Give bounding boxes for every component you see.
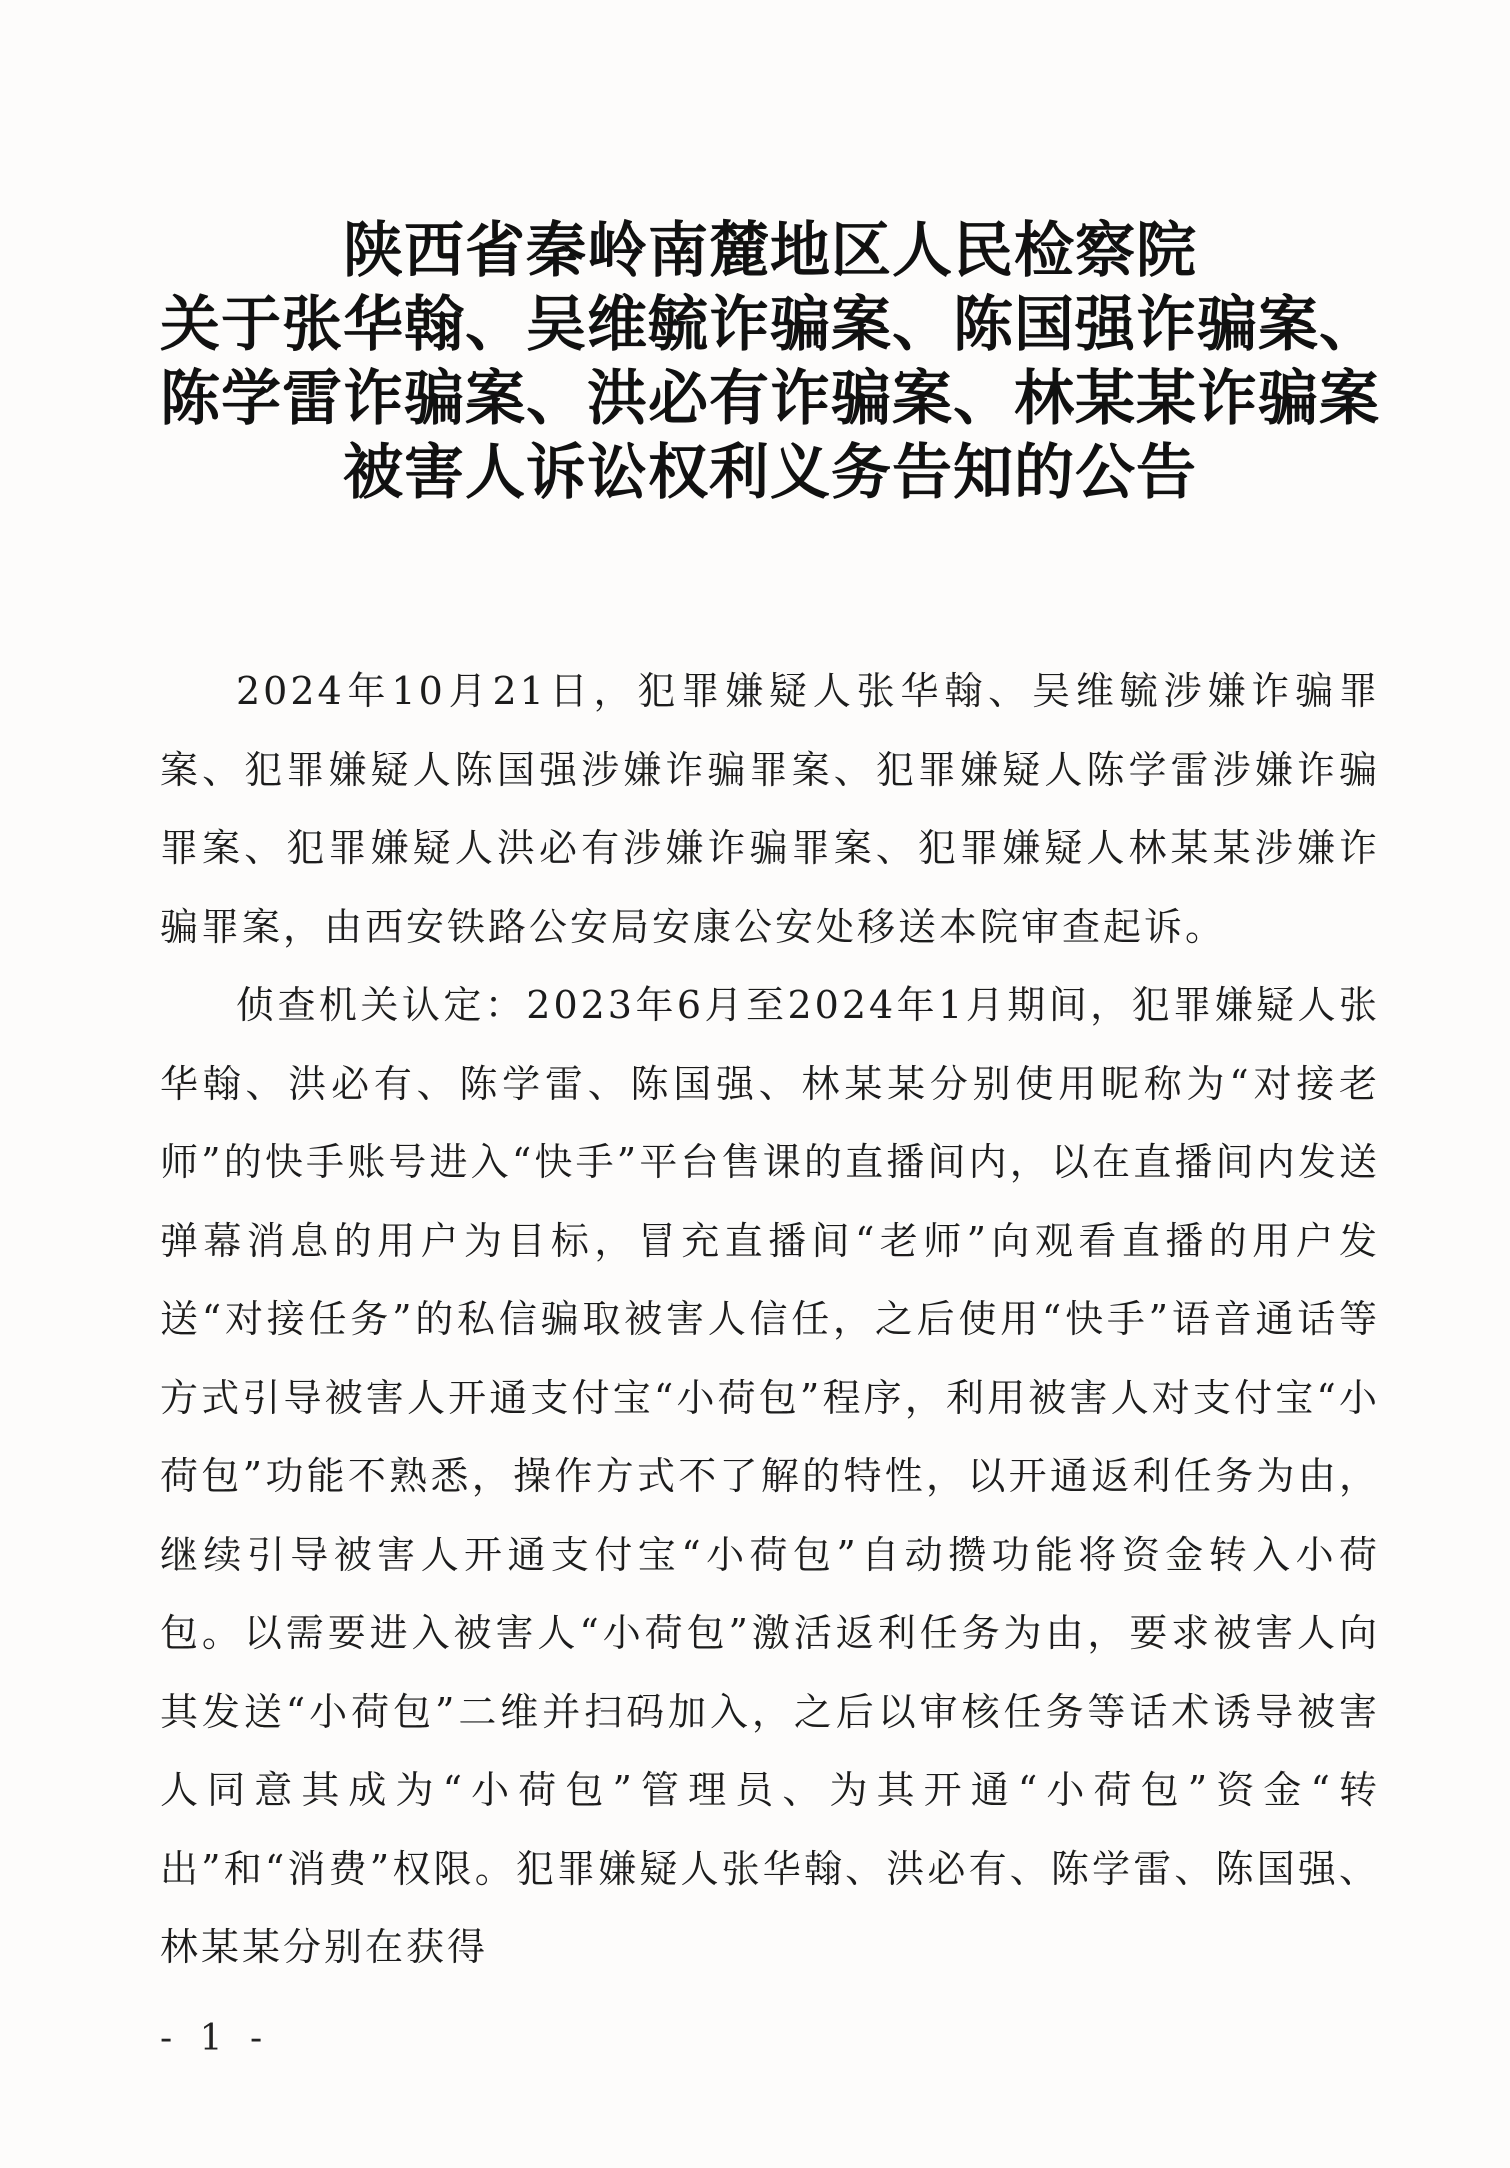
paragraph-1: 2024年10月21日，犯罪嫌疑人张华翰、吴维毓涉嫌诈骗罪案、犯罪嫌疑人陈国强涉嫌诈骗罪案、犯罪嫌疑人陈学雷涉嫌诈骗罪案、犯罪嫌疑人洪必有涉嫌诈骗罪案、犯罪嫌疑人林某某涉嫌诈骗罪案，由西安铁路公安局安康公安处移送本院审查起诉。 [160,669,1380,949]
document-body [160,652,1380,1987]
paragraph-2: 侦查机关认定：2023年6月至2024年1月期间，犯罪嫌疑人张华翰、洪必有、陈学雷、陈国强、林某某分别使用昵称为“对接老师”的快手账号进入“快手”平台售课的直播间内，以在直播间内发送弹幕消息的用户为目标，冒充直播间“老师”向观看直播的用户发送“对接任务”的私信骗取被害人信任，之后使用“快手”语音通话等方式引导被害人开通支付宝“小荷包”程序，利用被害人对支付宝“小荷包”功能不熟悉，操作方式不了解的特性，以开通返利任务为由，继续引导被害人开通支付宝“小荷包”自动攒功能将资金转入小荷包。以需要进入被害人“小荷包”激活返利任务为由，要求被害人向其发送“小荷包”二维并扫码加入，之后以审核任务等话术诱导被害人同意其成为“小荷包”管理员、为其开通“小荷包”资金“转出”和“消费”权限。犯罪嫌疑人张华翰、洪必有、陈学雷、陈国强、林某某分别在获得 [160,983,1380,1969]
title-line-3: 陈学雷诈骗案、洪必有诈骗案、林某某诈骗案 [160,364,1380,434]
page-number: - 1 - [160,2018,271,2059]
document-title [150,214,1390,510]
title-line-4: 被害人诉讼权利义务告知的公告 [343,438,1197,508]
title-line-1: 陕西省秦岭南麓地区人民检察院 [343,216,1197,286]
title-line-2: 关于张华翰、吴维毓诈骗案、陈国强诈骗案、 [160,290,1380,360]
